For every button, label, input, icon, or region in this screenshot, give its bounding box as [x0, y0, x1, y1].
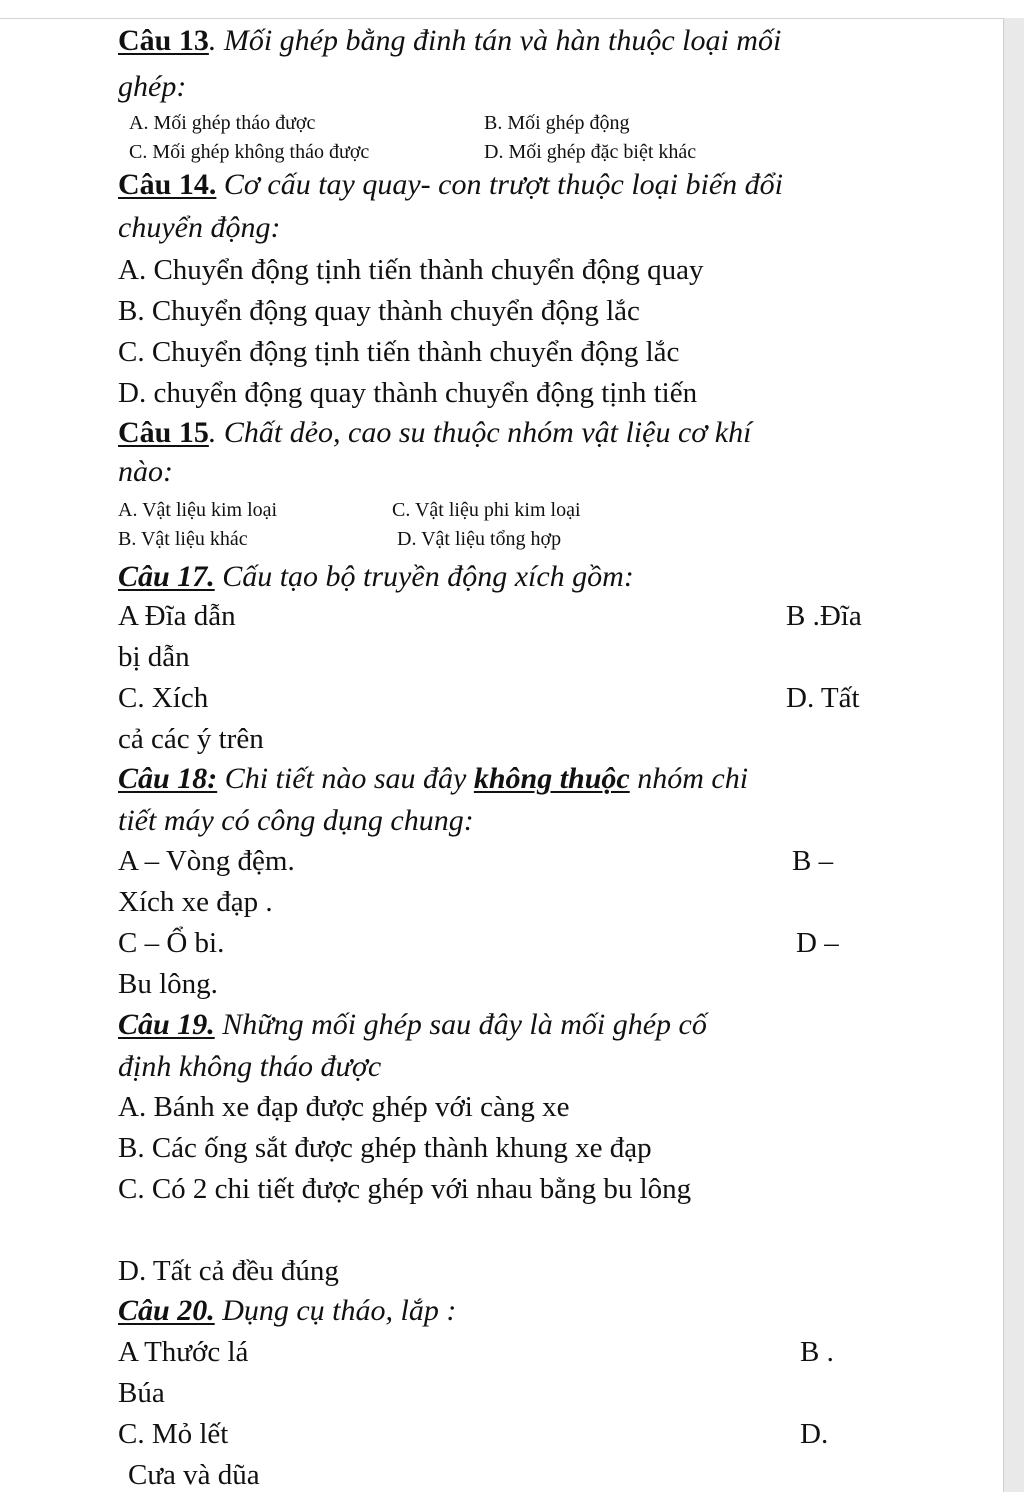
question-17-number: Câu 17. [118, 560, 215, 593]
question-18-emphasis: không thuộc [473, 762, 630, 795]
question-15-option-b: B. Vật liệu khác [118, 528, 248, 550]
page-top-border [0, 18, 1004, 19]
question-14-title-cont: chuyển động: [118, 211, 281, 244]
question-18-option-a: A – Vòng đệm. [118, 845, 295, 877]
question-13-number: Câu 13 [118, 24, 209, 57]
question-17-title: Câu 17. Cấu tạo bộ truyền động xích gồm: [118, 560, 634, 593]
question-20-option-d: D. [800, 1418, 829, 1450]
question-19-option-d: D. Tất cả đều đúng [118, 1255, 339, 1287]
question-15-title-cont: nào: [118, 455, 173, 488]
question-13-option-b: B. Mối ghép động [484, 112, 630, 134]
question-20-option-a: A Thước lá [118, 1336, 249, 1368]
question-18-option-d-cont: Bu lông. [118, 968, 218, 1000]
question-20-title: Câu 20. Dụng cụ tháo, lắp : [118, 1294, 457, 1327]
question-20-number: Câu 20. [118, 1294, 215, 1327]
question-15-number: Câu 15 [118, 416, 209, 449]
question-18-title: Câu 18: Chi tiết nào sau đây không thuộc nhóm chi [118, 762, 749, 795]
question-14-option-b: B. Chuyển động quay thành chuyển động lắc [118, 295, 640, 327]
question-17-option-d-cont: cả các ý trên [118, 723, 264, 755]
question-13-option-c: C. Mối ghép không tháo được [129, 141, 370, 163]
question-18-option-b-cont: Xích xe đạp . [118, 886, 273, 918]
question-13-title: Câu 13. Mối ghép bằng đinh tán và hàn thuộc loại mối [118, 24, 782, 57]
question-20-option-c: C. Mỏ lết [118, 1418, 229, 1450]
question-19-option-a: A. Bánh xe đạp được ghép với càng xe [118, 1091, 570, 1123]
question-19-number: Câu 19. [118, 1008, 215, 1041]
question-18-option-d: D – [796, 927, 839, 959]
question-19-title-cont: định không tháo được [118, 1050, 382, 1083]
question-14-title: Câu 14. Cơ cấu tay quay- con trượt thuộc loại biến đổi [118, 168, 783, 201]
question-15-option-d: D. Vật liệu tổng hợp [397, 528, 562, 550]
question-17-option-a: A Đĩa dẫn [118, 600, 236, 632]
question-14-option-d: D. chuyển động quay thành chuyển động tịnh tiến [118, 377, 698, 409]
question-17-option-c: C. Xích [118, 682, 209, 714]
question-15-option-a: A. Vật liệu kim loại [118, 499, 278, 521]
question-18-title-cont: tiết máy có công dụng chung: [118, 804, 474, 837]
question-19-option-c: C. Có 2 chi tiết được ghép với nhau bằng bu lông [118, 1173, 692, 1205]
question-13-title-cont: ghép: [118, 70, 187, 103]
question-14-number: Câu 14. [118, 168, 217, 201]
question-18-option-b: B – [792, 845, 834, 877]
question-14-option-c: C. Chuyển động tịnh tiến thành chuyển động lắc [118, 336, 680, 368]
question-14-option-a: A. Chuyển động tịnh tiến thành chuyển động quay [118, 254, 704, 286]
question-13-option-a: A. Mối ghép tháo được [129, 112, 316, 134]
question-18-option-c: C – Ổ bi. [118, 927, 225, 959]
question-19-option-b: B. Các ống sắt được ghép thành khung xe đạp [118, 1132, 652, 1164]
question-19-title: Câu 19. Những mối ghép sau đây là mối ghép cố [118, 1008, 707, 1041]
question-15-option-c: C. Vật liệu phi kim loại [392, 499, 581, 521]
scrollbar-track[interactable] [1003, 18, 1024, 1492]
question-17-option-b: B .Đĩa [786, 600, 862, 632]
question-17-option-d: D. Tất [786, 682, 860, 714]
question-20-option-b-cont: Búa [118, 1377, 165, 1409]
question-20-option-d-cont: Cưa và dũa [128, 1459, 260, 1491]
question-20-option-b: B . [800, 1336, 834, 1368]
question-15-title: Câu 15. Chất dẻo, cao su thuộc nhóm vật liệu cơ khí [118, 416, 752, 449]
question-18-number: Câu 18: [118, 762, 218, 795]
question-17-option-b-cont: bị dẫn [118, 641, 190, 673]
question-13-option-d: D. Mối ghép đặc biệt khác [484, 141, 697, 163]
